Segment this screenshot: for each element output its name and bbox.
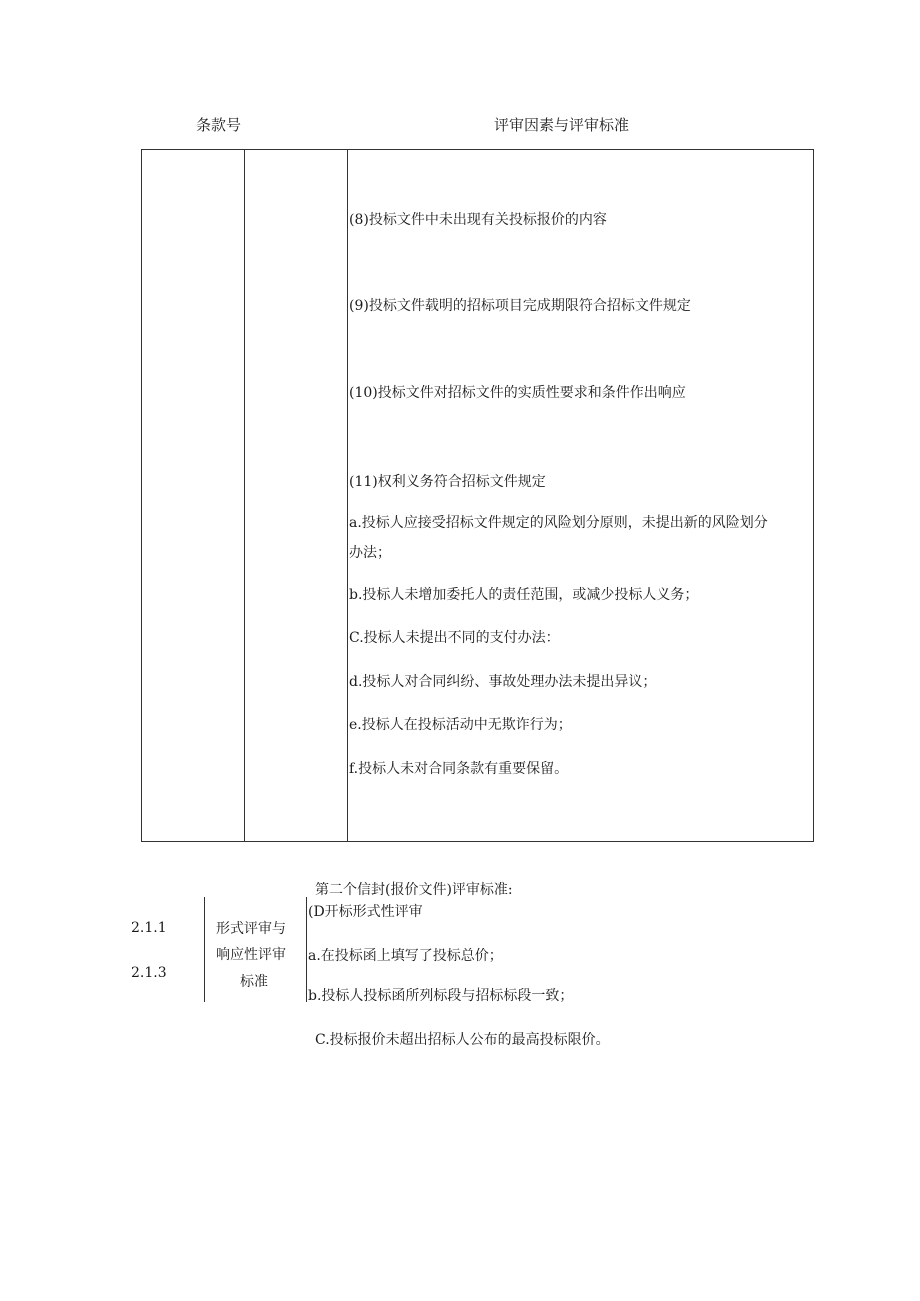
section2-divider-1 [204,897,205,1002]
sub-item-a-cont: 办法； [349,545,391,561]
table-item-10: (10)投标文件对招标文件的实质性要求和条件作出响应 [349,385,686,401]
table-item-11: (11)权利义务符合招标文件规定 [349,474,546,490]
factor-line-3: 标准 [240,974,268,990]
table-divider-1 [244,149,245,841]
factor-line-2: 响应性评审 [216,947,286,963]
sub-item-c: C.投标人未提出不同的支付办法： [349,630,560,646]
table-divider-2 [347,149,348,841]
header-criteria: 评审因素与评审标准 [494,116,630,134]
sub-item-d: d.投标人对合同纠纷、事故处理办法未提出异议； [349,674,657,690]
header-clause-no: 条款号 [196,116,242,134]
table-item-8: (8)投标文件中未出现有关投标报价的内容 [349,212,607,228]
section2-title: 第二个信封(报价文件)评审标准: [315,882,513,898]
clause-2-1-3: 2.1.3 [131,965,167,981]
factor-line-1: 形式评审与 [216,921,286,937]
criteria-a: a.在投标函上填写了投标总价； [308,948,503,964]
table-item-9: (9)投标文件载明的招标项目完成期限符合招标文件规定 [349,298,691,314]
criteria-b: b.投标人投标函所列标段与招标标段一致； [308,988,574,1004]
sub-item-e: e.投标人在投标活动中无欺诈行为； [349,717,572,733]
section2-divider-2 [306,897,307,1002]
sub-item-f: f.投标人未对合同条款有重要保留。 [349,761,569,777]
clause-2-1-1: 2.1.1 [131,920,167,936]
criteria-c: C.投标报价未超出招标人公布的最高投标限价。 [315,1032,610,1048]
criteria-heading: (D开标形式性评审 [308,904,423,920]
criteria-table [141,149,814,842]
sub-item-b: b.投标人未增加委托人的责任范围，或减少投标人义务； [349,587,699,603]
sub-item-a: a.投标人应接受招标文件规定的风险划分原则，未提出新的风险划分 [349,515,768,531]
